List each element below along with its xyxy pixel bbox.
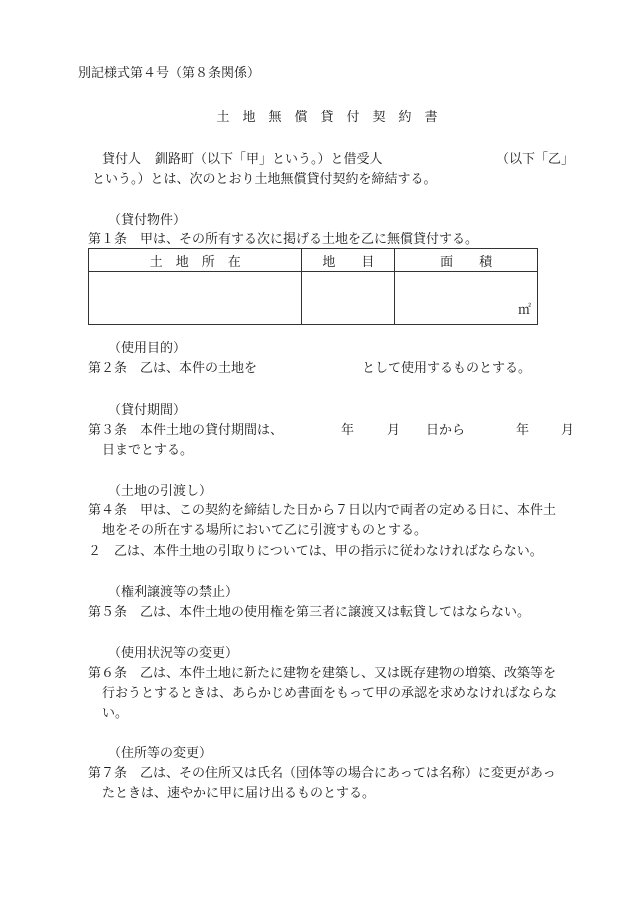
art3-year-2: 年 xyxy=(516,423,530,438)
lender-label: 貸付人 xyxy=(102,152,142,167)
cell-location xyxy=(89,272,302,325)
art3-day-from: 日から xyxy=(426,423,466,438)
document-title: 土 地 無 償 貸 付 契 約 書 xyxy=(216,110,438,125)
art6-heading: （使用状況等の変更） xyxy=(108,646,239,661)
art3-line-2: 日までとする。 xyxy=(102,443,194,458)
cell-area xyxy=(395,272,538,325)
art1-heading: （貸付物件） xyxy=(108,213,187,228)
art6-line-1: 第６条 乙は、本件土地に新たに建物を建築し、又は既存建物の増築、改築等を xyxy=(88,666,557,681)
art3-year-1: 年 xyxy=(341,423,355,438)
form-reference: 別記様式第４号（第８条関係） xyxy=(78,66,261,81)
art3-text-a: 第３条 本件土地の貸付期間は、 xyxy=(88,423,284,438)
cell-land-category xyxy=(302,272,395,325)
art4-heading: （土地の引渡し） xyxy=(108,484,213,499)
property-table-header xyxy=(89,249,538,272)
art2-heading: （使用目的） xyxy=(108,341,187,356)
lender-name: 釧路町（以下「甲」という。）と借受人 xyxy=(155,152,383,167)
property-table-row xyxy=(89,272,538,325)
art7-heading: （住所等の変更） xyxy=(108,746,213,761)
art4-line-1: 第４条 甲は、この契約を締結した日から７日以内で両者の定める日に、本件土 xyxy=(88,503,557,518)
art2-text-b: として使用するものとする。 xyxy=(362,361,532,376)
art3-month-1: 月 xyxy=(387,423,401,438)
art5-text: 第５条 乙は、本件土地の使用権を第三者に譲渡又は転貸してはならない。 xyxy=(88,605,531,620)
intro-line-2: という。）とは、次のとおり土地無償貸付契約を締結する。 xyxy=(92,172,437,187)
art4-line-3: ２ 乙は、本件土地の引取りについては、甲の指示に従わなければならない。 xyxy=(88,544,543,559)
intro-tail: （以下「乙」 xyxy=(496,152,575,167)
art5-heading: （権利譲渡等の禁止） xyxy=(108,585,239,600)
area-unit: ㎡ xyxy=(517,303,531,318)
intro-line-1 xyxy=(102,152,383,168)
header-location: 土 地 所 在 xyxy=(89,249,302,272)
art3-heading: （貸付期間） xyxy=(108,403,187,418)
art4-line-2: 地をその所在する場所において乙に引渡すものとする。 xyxy=(102,523,428,538)
property-table xyxy=(88,248,538,325)
art2-text-a: 第２条 乙は、本件の土地を xyxy=(88,361,258,376)
art1-text: 第１条 甲は、その所有する次に掲げる土地を乙に無償貸付する。 xyxy=(88,232,479,247)
art7-line-2: たときは、速やかに甲に届け出るものとする。 xyxy=(102,786,376,801)
art7-line-1: 第７条 乙は、その住所又は氏名（団体等の場合にあっては名称）に変更があっ xyxy=(88,766,556,781)
art6-line-2: 行おうとするときは、あらかじめ書面をもって甲の承認を求めなければならな xyxy=(102,686,558,701)
header-area: 面 積 xyxy=(395,249,538,272)
art3-month-2: 月 xyxy=(561,423,575,438)
art6-line-3: い。 xyxy=(102,706,129,721)
header-land-category: 地 目 xyxy=(302,249,395,272)
